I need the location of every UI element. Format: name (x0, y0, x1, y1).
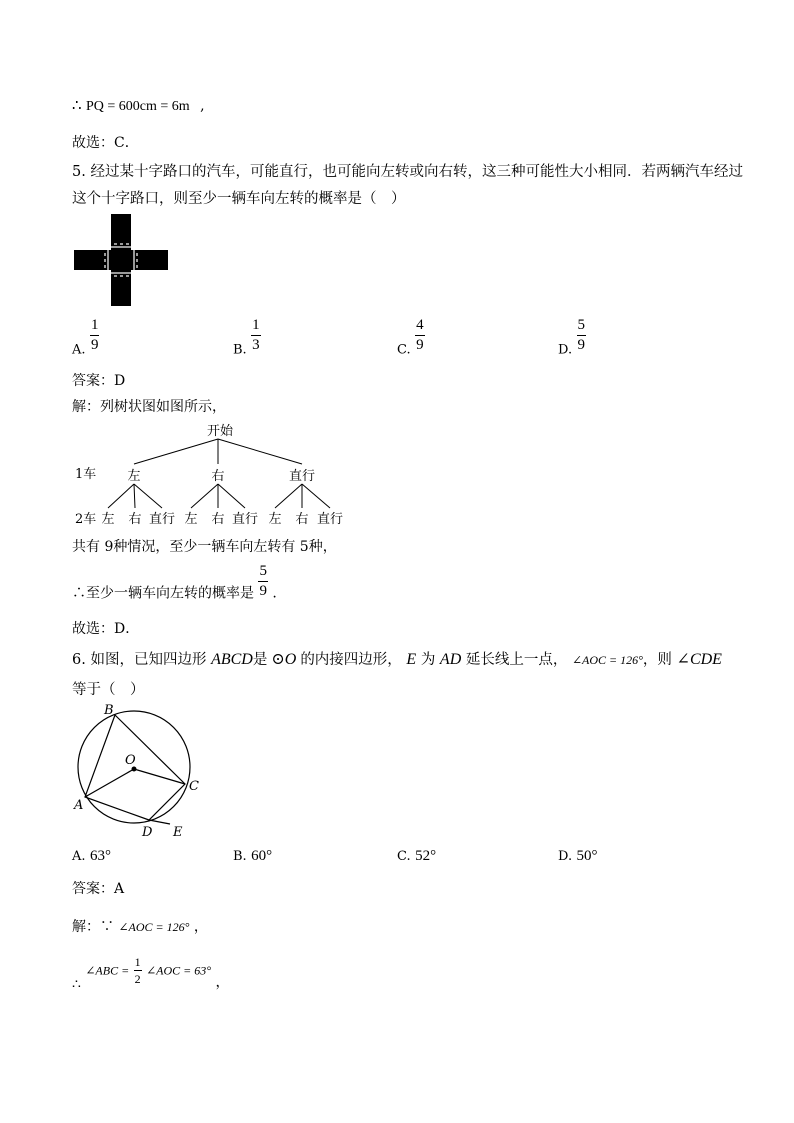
tree-root: 开始 (206, 424, 234, 439)
q6-stem-part: 是 (252, 652, 268, 668)
label-d: D (142, 825, 153, 840)
numerator: 1 (251, 318, 261, 336)
option-value: 52° (415, 848, 437, 864)
q6-circle-o: ⊙O (271, 651, 297, 668)
fraction (251, 318, 261, 353)
fraction (577, 318, 587, 353)
radius-oa (85, 769, 134, 797)
q5-option-b (233, 318, 261, 358)
tree-l2-item: 右 (295, 512, 309, 527)
tree-l2-item: 直行 (231, 512, 259, 527)
label-a: A (74, 798, 84, 813)
tree-l2-item: 左 (268, 512, 282, 527)
pq-conclusion-line (72, 96, 205, 115)
probability-tree (72, 420, 372, 532)
q6-solution-line1 (72, 916, 208, 936)
q6-stem-part: 延长线上一点， (465, 652, 568, 668)
option-value: 60° (251, 848, 273, 864)
inscribed-quadrilateral-figure (68, 700, 218, 842)
denominator: 9 (90, 337, 99, 353)
pq-expression: PQ = 600cm = 6m (86, 99, 190, 114)
pq-suffix: , (200, 98, 205, 114)
option-label: C. (397, 849, 411, 864)
numerator: 4 (415, 318, 425, 336)
tree-l1-straight: 直行 (288, 469, 316, 484)
option-label: D. (558, 849, 573, 864)
fraction (90, 318, 100, 353)
given-angle-expr: ∠AOC = 126° (118, 920, 190, 934)
denominator: 3 (252, 337, 260, 353)
extension-de (149, 820, 170, 824)
angle-aoc-half-expr: ∠AOC = 63° (146, 963, 212, 978)
numerator: 5 (577, 318, 587, 336)
line-suffix: ， (193, 919, 208, 935)
denominator: 9 (259, 583, 267, 599)
label-o: O (125, 753, 136, 768)
q5-probability-line (72, 564, 277, 603)
option-value: 63° (89, 848, 111, 864)
q6-option-d (558, 848, 598, 865)
option-label: A. (72, 342, 86, 358)
option-label: C. (397, 342, 411, 358)
because-prefix: 解：∵ (72, 919, 114, 935)
q6-answer: 答案：A (72, 881, 125, 897)
tree-l2-item: 直行 (316, 512, 344, 527)
denominator: 2 (134, 972, 141, 986)
tree-l2-item: 右 (128, 512, 142, 527)
option-label: D. (558, 342, 573, 358)
label-c: C (189, 779, 199, 794)
q5-solution-intro: 解：列树状图如图所示， (72, 399, 226, 415)
option-label: A. (72, 849, 86, 864)
q5-option-a (72, 318, 99, 358)
q6-option-b (233, 848, 272, 865)
q5-stem-line1: 5. 经过某十字路口的汽车，可能直行，也可能向左转或向右转，这三种可能性大小相同．若两辆汽车经过 (72, 164, 743, 180)
therefore-symbol: ∴ (72, 976, 81, 993)
tree-l2-item: 左 (101, 512, 115, 527)
option-label: B. (233, 849, 247, 864)
tree-row1-label: 1车 (75, 467, 97, 482)
denominator: 9 (577, 337, 586, 353)
tree-l1-left: 左 (127, 469, 141, 484)
q6-option-a (72, 848, 111, 865)
q6-solution-line2 (72, 956, 230, 993)
q6-quad-abcd: ABCD (211, 651, 253, 668)
numerator: 5 (258, 564, 268, 582)
numerator: 1 (134, 955, 141, 969)
q5-choice: 故选：D． (72, 621, 140, 637)
q5-stem-line2: 这个十字路口，则至少一辆车向左转的概率是（ ） (72, 191, 406, 207)
option-value: 50° (576, 848, 598, 864)
q6-stem-line1 (72, 648, 722, 669)
q6-point-e: E (406, 651, 417, 668)
tree-l2-item: 右 (211, 512, 225, 527)
q6-stem-part: 为 (420, 652, 436, 668)
q4-choice: 故选：C． (72, 135, 139, 151)
tree-l1-right: 右 (211, 469, 225, 484)
q6-segment-ad: AD (439, 651, 462, 668)
q5-answer: 答案：D (72, 373, 126, 389)
q6-stem-part: 6. 如图，已知四边形 (72, 652, 207, 668)
line-suffix: ， (215, 974, 230, 991)
therefore-symbol: ∴ (72, 96, 82, 114)
tree-l2-item: 左 (184, 512, 198, 527)
q5-option-c (397, 318, 425, 358)
fraction (258, 564, 268, 599)
fraction (415, 318, 425, 353)
q6-option-c (397, 848, 436, 865)
label-b: B (104, 703, 114, 718)
label-e: E (173, 825, 183, 840)
q6-angle-cde: ∠CDE (676, 651, 722, 668)
crossroad-figure (74, 214, 170, 306)
angle-abc-expr: ∠ABC = (85, 963, 130, 978)
tree-l2-item: 直行 (148, 512, 176, 527)
tree-row2-label: 2车 (75, 512, 97, 527)
q6-angle-aoc: ∠AOC = 126° (571, 653, 643, 667)
q6-stem-part: ，则 (642, 652, 672, 668)
q6-stem-line2: 等于（ ） (72, 682, 145, 698)
probability-suffix: . (272, 585, 277, 602)
q5-option-d (558, 318, 586, 358)
numerator: 1 (90, 318, 100, 336)
q6-stem-part: 的内接四边形， (300, 652, 402, 668)
q5-count-text: 共有 9种情况，至少一辆车向左转有 5种， (72, 539, 337, 555)
probability-prefix: ∴至少一辆车向左转的概率是 (72, 585, 254, 602)
denominator: 9 (416, 337, 424, 353)
crossroad-horizontal-road (74, 250, 168, 270)
fraction (134, 956, 142, 985)
option-label: B. (233, 342, 247, 358)
